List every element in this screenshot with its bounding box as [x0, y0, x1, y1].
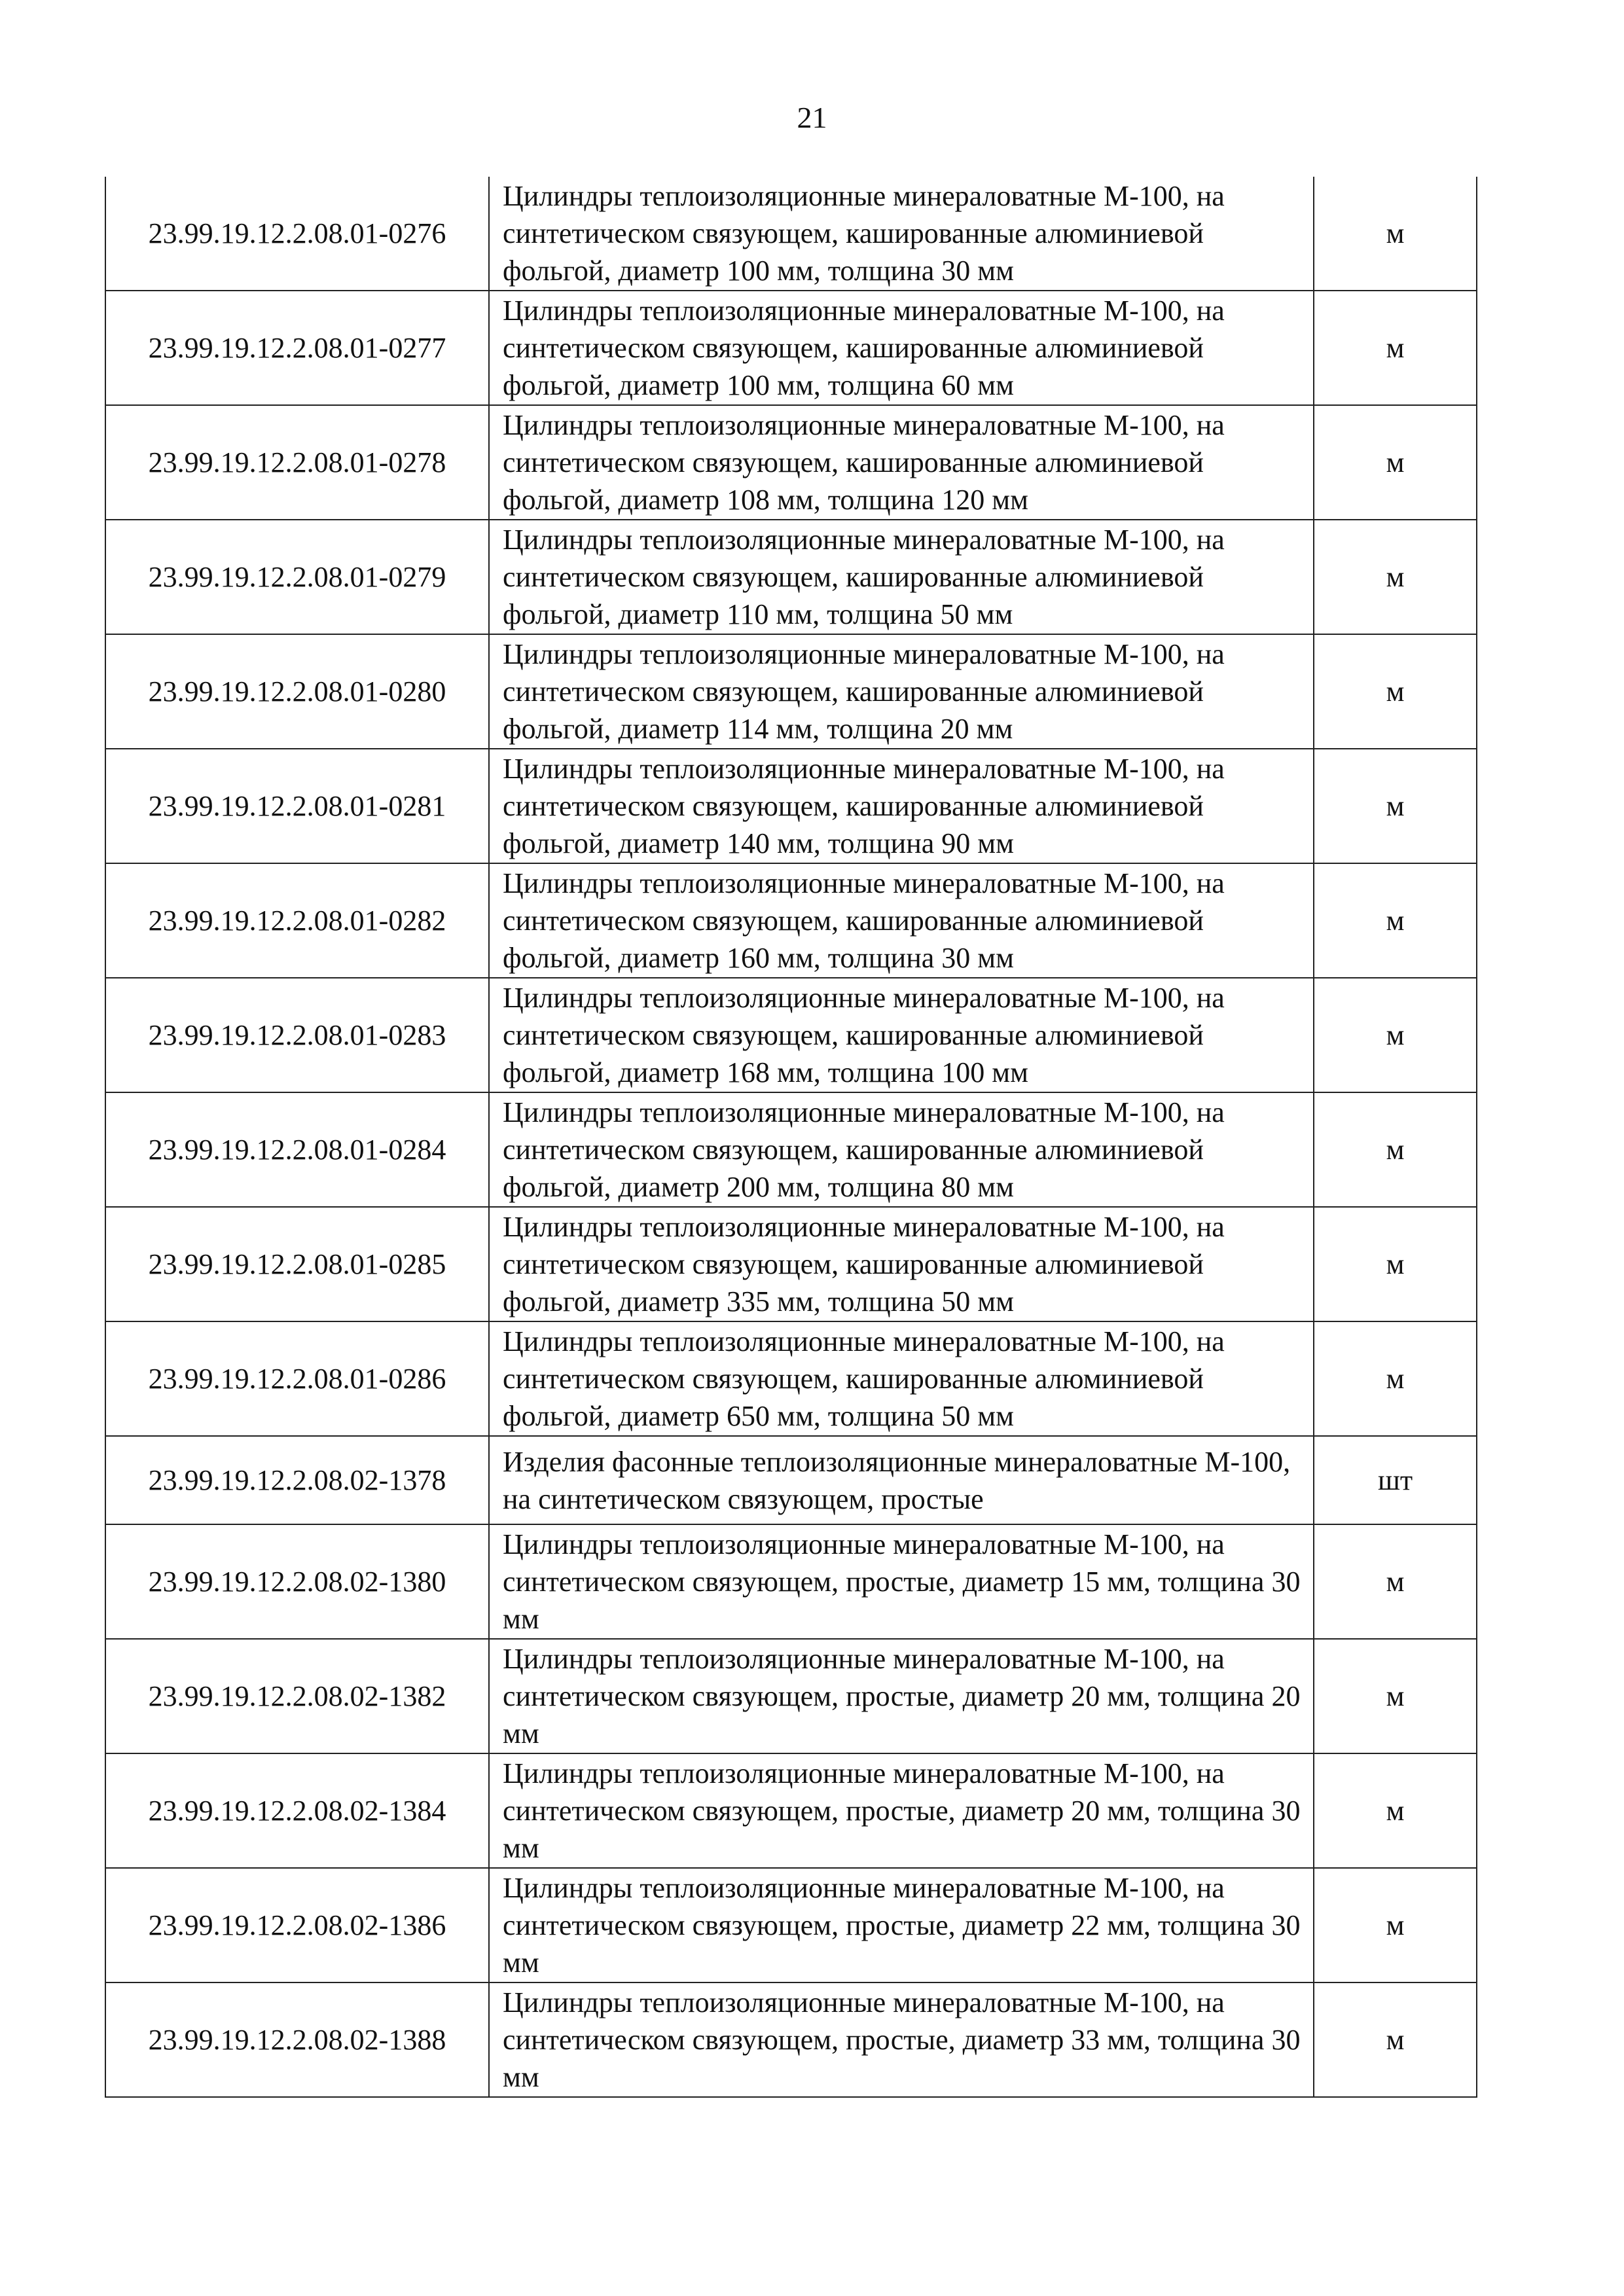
table-row	[105, 405, 1477, 520]
resource-code: 23.99.19.12.2.08.02-1386	[105, 1868, 489, 1982]
table-row	[105, 1436, 1477, 1524]
resource-name: Цилиндры теплоизоляционные минераловатные М-100, на синтетическом связующем, кашированные алюминиевой фольгой, диаметр 200 мм, толщина 80 мм	[489, 1092, 1314, 1207]
resource-name: Цилиндры теплоизоляционные минераловатные М-100, на синтетическом связующем, кашированные алюминиевой фольгой, диаметр 335 мм, толщина 50 мм	[489, 1207, 1314, 1321]
unit-of-measure: шт	[1314, 1436, 1477, 1524]
resource-code: 23.99.19.12.2.08.01-0284	[105, 1092, 489, 1207]
resource-name: Цилиндры теплоизоляционные минераловатные М-100, на синтетическом связующем, простые, диаметр 22 мм, толщина 30 мм	[489, 1868, 1314, 1982]
resource-code: 23.99.19.12.2.08.01-0280	[105, 634, 489, 749]
table-row	[105, 1753, 1477, 1868]
unit-of-measure: м	[1314, 1982, 1477, 2097]
resource-code: 23.99.19.12.2.08.02-1382	[105, 1639, 489, 1753]
unit-of-measure: м	[1314, 177, 1477, 291]
resource-name: Цилиндры теплоизоляционные минераловатные М-100, на синтетическом связующем, кашированные алюминиевой фольгой, диаметр 100 мм, толщина 30 мм	[489, 177, 1314, 291]
table-row	[105, 520, 1477, 634]
unit-of-measure: м	[1314, 291, 1477, 405]
resource-code: 23.99.19.12.2.08.01-0286	[105, 1321, 489, 1436]
resource-code: 23.99.19.12.2.08.01-0282	[105, 863, 489, 978]
unit-of-measure: м	[1314, 634, 1477, 749]
unit-of-measure: м	[1314, 1753, 1477, 1868]
resource-name: Цилиндры теплоизоляционные минераловатные М-100, на синтетическом связующем, простые, диаметр 33 мм, толщина 30 мм	[489, 1982, 1314, 2097]
table-row	[105, 1868, 1477, 1982]
resource-name: Цилиндры теплоизоляционные минераловатные М-100, на синтетическом связующем, кашированные алюминиевой фольгой, диаметр 168 мм, толщина 100 мм	[489, 978, 1314, 1092]
resource-code: 23.99.19.12.2.08.02-1380	[105, 1524, 489, 1639]
resource-code: 23.99.19.12.2.08.01-0279	[105, 520, 489, 634]
unit-of-measure: м	[1314, 1092, 1477, 1207]
unit-of-measure: м	[1314, 749, 1477, 863]
table-row	[105, 1639, 1477, 1753]
resource-table	[105, 177, 1477, 2098]
table-row	[105, 634, 1477, 749]
resource-code: 23.99.19.12.2.08.02-1388	[105, 1982, 489, 2097]
table-row	[105, 177, 1477, 291]
resource-name: Цилиндры теплоизоляционные минераловатные М-100, на синтетическом связующем, кашированные алюминиевой фольгой, диаметр 160 мм, толщина 30 мм	[489, 863, 1314, 978]
resource-code: 23.99.19.12.2.08.01-0285	[105, 1207, 489, 1321]
resource-name: Цилиндры теплоизоляционные минераловатные М-100, на синтетическом связующем, простые, диаметр 20 мм, толщина 30 мм	[489, 1753, 1314, 1868]
resource-code: 23.99.19.12.2.08.01-0276	[105, 177, 489, 291]
resource-code: 23.99.19.12.2.08.01-0283	[105, 978, 489, 1092]
unit-of-measure: м	[1314, 1639, 1477, 1753]
resource-name: Цилиндры теплоизоляционные минераловатные М-100, на синтетическом связующем, простые, диаметр 15 мм, толщина 30 мм	[489, 1524, 1314, 1639]
resource-name: Цилиндры теплоизоляционные минераловатные М-100, на синтетическом связующем, кашированные алюминиевой фольгой, диаметр 100 мм, толщина 60 мм	[489, 291, 1314, 405]
resource-code: 23.99.19.12.2.08.02-1378	[105, 1436, 489, 1524]
unit-of-measure: м	[1314, 1868, 1477, 1982]
resource-code: 23.99.19.12.2.08.01-0278	[105, 405, 489, 520]
unit-of-measure: м	[1314, 863, 1477, 978]
resource-name: Цилиндры теплоизоляционные минераловатные М-100, на синтетическом связующем, кашированные алюминиевой фольгой, диаметр 140 мм, толщина 90 мм	[489, 749, 1314, 863]
table-row	[105, 1321, 1477, 1436]
table-row	[105, 1207, 1477, 1321]
resource-name: Цилиндры теплоизоляционные минераловатные М-100, на синтетическом связующем, простые, диаметр 20 мм, толщина 20 мм	[489, 1639, 1314, 1753]
table-row	[105, 1524, 1477, 1639]
resource-code: 23.99.19.12.2.08.01-0281	[105, 749, 489, 863]
table-row	[105, 1982, 1477, 2097]
table-row	[105, 1092, 1477, 1207]
resource-name: Изделия фасонные теплоизоляционные минераловатные М-100, на синтетическом связующем, простые	[489, 1436, 1314, 1524]
unit-of-measure: м	[1314, 1207, 1477, 1321]
resource-name: Цилиндры теплоизоляционные минераловатные М-100, на синтетическом связующем, кашированные алюминиевой фольгой, диаметр 114 мм, толщина 20 мм	[489, 634, 1314, 749]
unit-of-measure: м	[1314, 520, 1477, 634]
table-row	[105, 291, 1477, 405]
unit-of-measure: м	[1314, 1321, 1477, 1436]
table-row	[105, 749, 1477, 863]
resource-name: Цилиндры теплоизоляционные минераловатные М-100, на синтетическом связующем, кашированные алюминиевой фольгой, диаметр 108 мм, толщина 120 мм	[489, 405, 1314, 520]
resource-code: 23.99.19.12.2.08.02-1384	[105, 1753, 489, 1868]
table-row	[105, 978, 1477, 1092]
unit-of-measure: м	[1314, 405, 1477, 520]
unit-of-measure: м	[1314, 978, 1477, 1092]
resource-name: Цилиндры теплоизоляционные минераловатные М-100, на синтетическом связующем, кашированные алюминиевой фольгой, диаметр 650 мм, толщина 50 мм	[489, 1321, 1314, 1436]
resource-name: Цилиндры теплоизоляционные минераловатные М-100, на синтетическом связующем, кашированные алюминиевой фольгой, диаметр 110 мм, толщина 50 мм	[489, 520, 1314, 634]
page-number: 21	[797, 101, 827, 134]
resource-code: 23.99.19.12.2.08.01-0277	[105, 291, 489, 405]
unit-of-measure: м	[1314, 1524, 1477, 1639]
table-row	[105, 863, 1477, 978]
